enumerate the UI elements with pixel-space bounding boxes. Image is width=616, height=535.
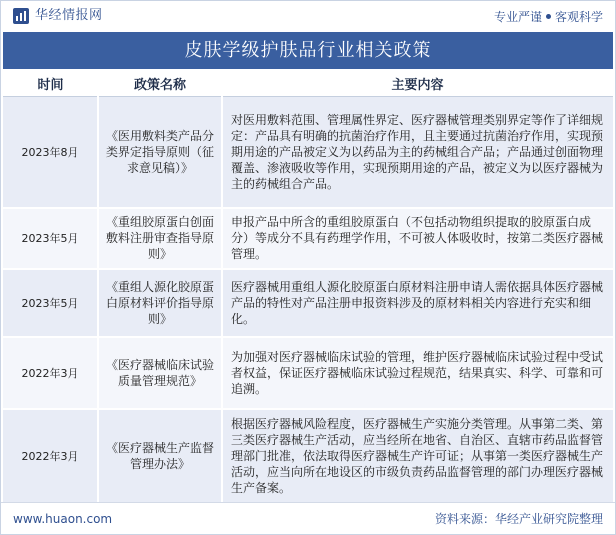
column-header-time: 时间 bbox=[3, 70, 98, 97]
slogan-left: 专业严谨 bbox=[493, 10, 542, 24]
table-row bbox=[3, 97, 613, 208]
table-row bbox=[3, 409, 613, 503]
bullet-dot-icon bbox=[546, 14, 551, 19]
table-row bbox=[3, 208, 613, 269]
row-content: 申报产品中所含的重组胶原蛋白（不包括动物组织提取的胶原蛋白成分）等成分不具有药理学作用，不可被人体吸收时，按第二类医疗器械管理。 bbox=[222, 208, 613, 269]
row-time: 2023年5月 bbox=[3, 208, 98, 269]
column-header-content: 主要内容 bbox=[222, 70, 613, 97]
brand-bar bbox=[1, 1, 615, 31]
table-row bbox=[3, 269, 613, 337]
row-time: 2023年5月 bbox=[3, 269, 98, 337]
slogan bbox=[494, 9, 603, 25]
footer bbox=[1, 502, 615, 535]
column-header-name: 政策名称 bbox=[98, 70, 222, 97]
row-content: 医疗器械用重组人源化胶原蛋白原材料注册申请人需依据具体医疗器械产品的特性对产品注册申报资料涉及的原材料相关内容进行充实和细化。 bbox=[222, 269, 613, 337]
row-content: 对医用敷料范围、管理属性界定、医疗器械管理类别界定等作了详细规定：产品具有明确的抗菌治疗作用，且主要通过抗菌治疗作用，实现预期用途的产品被定义为以药品为主的药械组合产品；产品通过创面物理覆盖、渗液吸收等作用，实现预期用途的产品，被定义为以医疗器械为主的药械组合产品。 bbox=[222, 97, 613, 208]
table-header-row bbox=[3, 70, 613, 97]
table-row bbox=[3, 337, 613, 409]
slogan-right: 客观科学 bbox=[554, 10, 603, 24]
brand-name: 华经情报网 bbox=[35, 8, 103, 23]
row-time: 2022年3月 bbox=[3, 409, 98, 503]
source-note: 资料来源：华经产业研究院整理 bbox=[434, 512, 603, 526]
row-policy-name: 《医用敷料类产品分类界定指导原则（征求意见稿）》 bbox=[98, 97, 222, 208]
row-content: 根据医疗器械风险程度，医疗器械生产实施分类管理。从事第二类、第三类医疗器械生产活动，应当经所在地省、自治区、直辖市药品监督管理部门批准，依法取得医疗器械生产许可证；从事第一类医疗器械生产活动，应当向所在地设区的市级负责药品监督管理的部门办理医疗器械生产备案。 bbox=[222, 409, 613, 503]
row-policy-name: 《重组胶原蛋白创面敷料注册审查指导原则》 bbox=[98, 208, 222, 269]
row-time: 2023年8月 bbox=[3, 97, 98, 208]
row-time: 2022年3月 bbox=[3, 337, 98, 409]
site-link[interactable]: www.huaon.com bbox=[13, 512, 113, 526]
policy-table bbox=[3, 70, 613, 504]
row-policy-name: 《医疗器械临床试验质量管理规范》 bbox=[98, 337, 222, 409]
page-title: 皮肤学级护肤品行业相关政策 bbox=[3, 32, 613, 69]
row-policy-name: 《重组人源化胶原蛋白原材料评价指导原则》 bbox=[98, 269, 222, 337]
huajing-logo-icon bbox=[13, 8, 29, 24]
row-content: 为加强对医疗器械临床试验的管理，维护医疗器械临床试验过程中受试者权益，保证医疗器械临床试验过程规范，结果真实、科学、可靠和可追溯。 bbox=[222, 337, 613, 409]
row-policy-name: 《医疗器械生产监督管理办法》 bbox=[98, 409, 222, 503]
